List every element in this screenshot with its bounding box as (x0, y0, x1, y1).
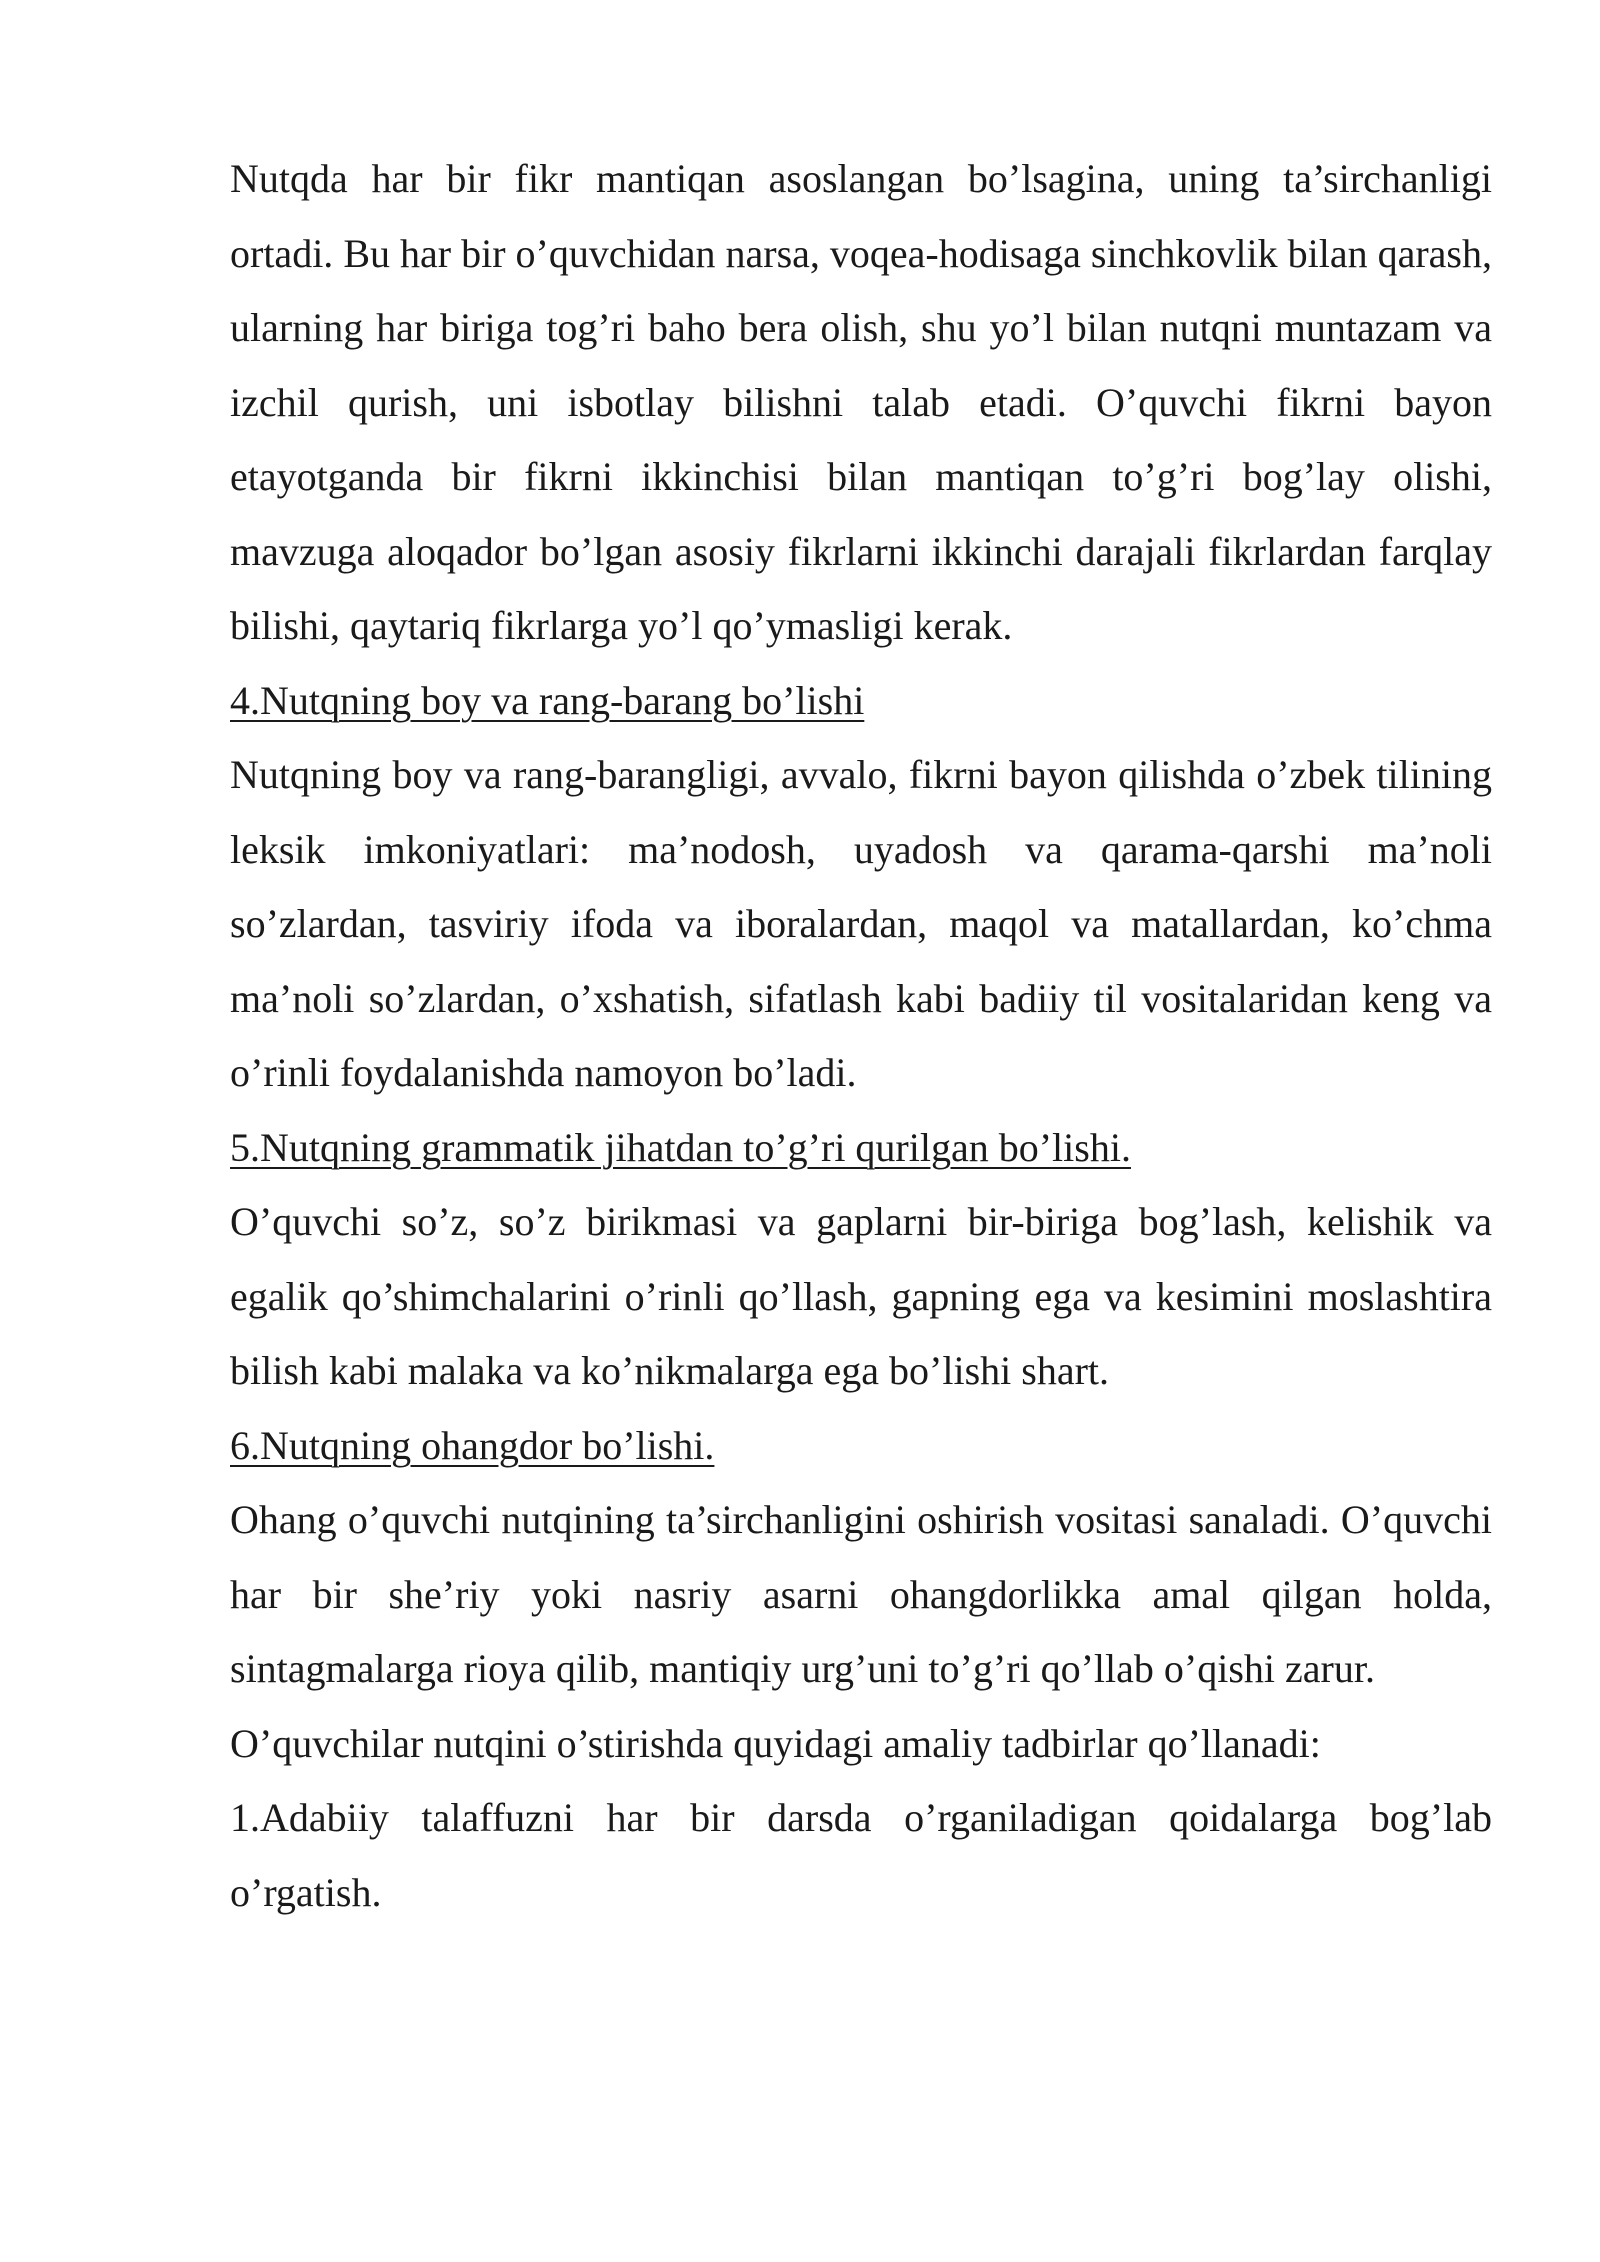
heading-intonation-speech: 6.Nutqning ohangdor bo’lishi. (230, 1422, 715, 1468)
paragraph-measure-1: 1.Adabiiy talaffuzni har bir darsda o’rganiladigan qoidalarga bog’lab o’rgatish. (230, 1795, 1492, 1915)
paragraph-practical-measures: O’quvchilar nutqini o’stirishda quyidagi amaliy tadbirlar qo’llanadi: (230, 1720, 1321, 1766)
document-page (230, 142, 1492, 1930)
heading-rich-speech: 4.Nutqning boy va rang-barang bo’lishi (230, 677, 865, 723)
paragraph-grammatical-speech: O’quvchi so’z, so’z birikmasi va gaplarni bir-biriga bog’lash, kelishik va egalik qo’shimchalarini o’rinli qo’llash, gapning ega va kesimini moslashtira bilish kabi malaka va ko’nikmalarga ega bo’lishi shart. (230, 1199, 1492, 1393)
paragraph-logical-speech: Nutqda har bir fikr mantiqan asoslangan bo’lsagina, uning ta’sirchanligi ortadi. Bu har bir o’quvchidan narsa, voqea-hodisaga sinchkovlik bilan qarash, ularning har biriga tog’ri baho bera olish, shu yo’l bilan nutqni muntazam va izchil qurish, uni isbotlay bilishni talab etadi. O’quvchi fikrni bayon etayotganda bir fikrni ikkinchisi bilan mantiqan to’g’ri bog’lay olishi, mavzuga aloqador bo’lgan asosiy fikrlarni ikkinchi darajali fikrlardan farqlay bilishi, qaytariq fikrlarga yo’l qo’ymasligi kerak. (230, 156, 1492, 648)
paragraph-rich-speech: Nutqning boy va rang-barangligi, avvalo, fikrni bayon qilishda o’zbek tilining leksik imkoniyatlari: ma’nodosh, uyadosh va qarama-qarshi ma’noli so’zlardan, tasviriy ifoda va iboralardan, maqol va matallardan, ko’chma ma’noli so’zlardan, o’xshatish, sifatlash kabi badiiy til vositalaridan keng va o’rinli foydalanishda namoyon bo’ladi. (230, 752, 1492, 1095)
heading-grammatical-speech: 5.Nutqning grammatik jihatdan to’g’ri qurilgan bo’lishi. (230, 1124, 1131, 1170)
paragraph-intonation-speech: Ohang o’quvchi nutqining ta’sirchanligini oshirish vositasi sanaladi. O’quvchi har bir she’riy yoki nasriy asarni ohangdorlikka amal qilgan holda, sintagmalarga rioya qilib, mantiqiy urg’uni to’g’ri qo’llab o’qishi zarur. (230, 1497, 1492, 1691)
